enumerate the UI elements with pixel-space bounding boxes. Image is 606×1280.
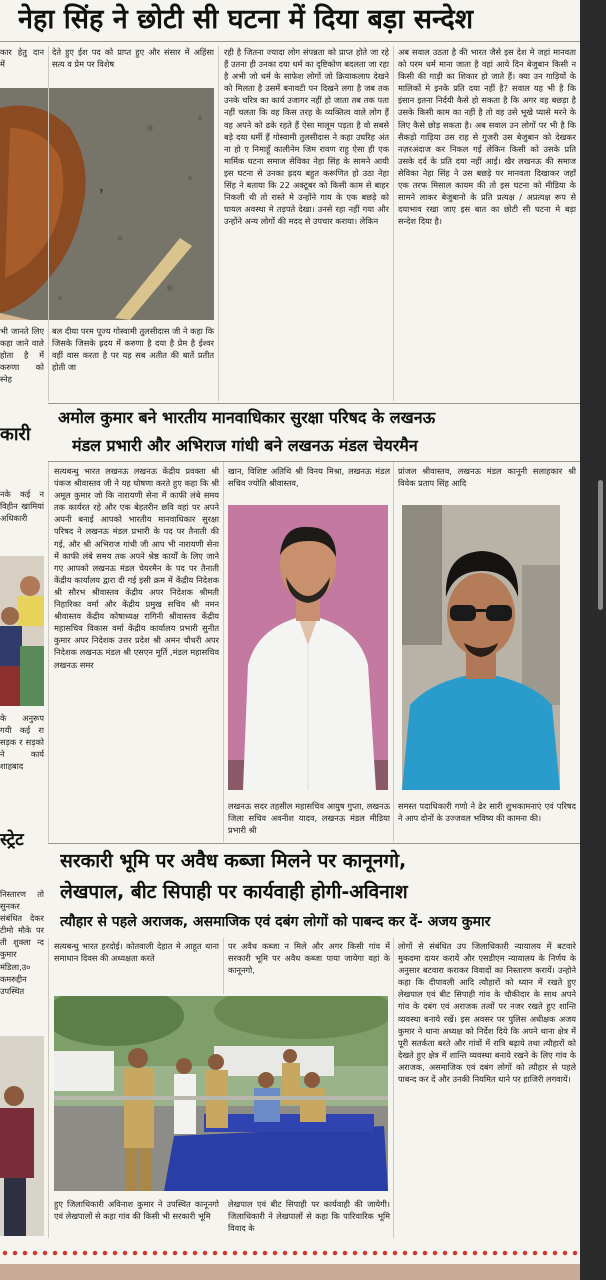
text-column-land-2-bottom: लेखपाल एवं बीट सिपाही पर कार्यवाही की जायेगी। जिलाधिकारी ने लेखपालों से कहा कि पारिवारिक भूमि विवाद के (228, 1199, 390, 1234)
man-in-white-shirt-photo (228, 505, 388, 790)
text-column-land-1-top: सत्यबन्धु भारत हरदोई। कोतवाली देहात मे आहूत थाना समाधान दिवस की अध्यक्षता करते (54, 941, 219, 964)
text-column-3: अब सवाल उठता है की भारत जैसे इस देश मे जहां मानवता को परम धर्म माना जाता है वहां आये दिन बेजुबान किसी न किसी की गाड़ी का शिकार हो जाते हैं। क्या उन गाड़ियों के मालिकों मे इनके प्रति दया नहीं है? सवाल यह भी है कि इंसान इतना निर्दयी कैसे हो सकता है कि अगर वह बछड़ा है उसके किसी काम का नहीं है तो वह उसे भूखे प्यासे मरने के लिए कैसे छोड़ सकता है। अब सवाल उन लोगों पर भी है कि सैकड़ो गाड़िया उस राह से गुजरी उस बेजुबान को देखकर नज़रअंदाज कर निकल गई लेकिन किसी को उसके प्रति उसके दर्द के प्रति दया नहीं आई। खैर लखनऊ की समाज सेविका नेहा सिंह ने उस बछड़े पर मानवता दिखाकर जहाँ एक तरफ मिसाल कायम की तो इस घटना को मीडिया के सामने लाकर बेजुबानो के प्रति प्रत्यक्ष / अप्रत्यक्ष रूप से दयाभाव रखा जाए इस बात का छोटी सी घटना मे बड़ा सन्देश दिया है। (398, 47, 576, 227)
left-fragment-heading: कारी (0, 424, 31, 445)
page-edge (0, 1264, 580, 1280)
headline-land-line2: लेखपाल, बीट सिपाही पर कार्यवाही होगी-अविनाश (60, 881, 408, 903)
column-rule (48, 462, 49, 842)
calf-photo (0, 88, 214, 320)
text-column-amol-3-top: प्रांजल श्रीवास्तव, लखनऊ मंडल कानूनी सलाहकार श्री विवेक प्रताप सिंह आदि (398, 466, 576, 489)
text-column-land-2-top: पर अवैध कब्जा न मिले और अगर किसी गांव में सरकारी भूमि पर अवैध कब्जा पाया जायेगा वहां के कानूनगो, (228, 941, 390, 976)
subheadline-land: त्यौहार से पहले अराजक, असमाजिक एवं दबंग लोगों को पाबन्द कर दें- अजय कुमार (60, 914, 491, 930)
text-column-left-fragment: कार हेतु दान में (0, 47, 44, 70)
man-in-white-shirt-image (228, 505, 388, 790)
man-with-sunglasses-photo (402, 505, 560, 790)
text-column-amol-2-bottom: लखनऊ सदर तहसील महासचिव आयुष गुप्ता, लखनऊ जिला सचिव अवनीश यादव, लखनऊ मंडल मीडिया प्रभारी श्री (228, 801, 390, 836)
divider (48, 461, 580, 462)
text-column-amol-3-bottom: समस्त पदाधिकारी गणो ने ढेर सारी शुभकामनाएं एवं परिषद ने आप दोनों के उज्जवल भविष्य की कामना की। (398, 801, 576, 824)
crowd-photo (0, 556, 44, 706)
text-column-2: रही है जितना ज्यादा लोग संपन्नता को प्राप्त होते जा रहे हैं उतना ही उनका दया धर्म का दृष्टिकोण बदलता जा रहा है अभी जो धर्म के साफेश लोगों जो क्रियाकलाप देखने को मिलता है उसमें बनावटी पन दिखने लगा है जब तक उनके चरित्र का कार्य उजागर नहीं हो जाता तब तक पता नहीं चलता कि वह किस तरह के व्यक्तित्व वाले लोग हैं वह अपने को ढके रहते हैं ऐसा मालूम पड़ता है वो सबसे बड़े दया धर्मी हैं गोस्वामी तुलसीदास ने कहा उघरिह अंत ना हो ए निमाहूँ कालीनेम जिम रावण राहु ऐसा ही एक मार्मिक घटना समाज सेविका नेहा सिंह के सामने आयी इस घटना से उनका ह्रदय बहुत करूणित हो उठा नेहा सिंह ने बताया कि 22 अक्टूबर को किसी काम से बाहर निकली थी तो रास्ते मे उन्होंने गाय के एक बछड़े को घायल अवस्था मे तड़पते देखा। उनसे रहा नहीं गया और उन्होंने अन्य लोगों की मदद से उपचार कराया। लेकिन (224, 47, 389, 227)
divider (48, 843, 580, 844)
text-column-1: देते हुए ईश पद को प्राप्त हुए और संसार में अहिंसा सत्य व प्रेम पर विशेष (52, 47, 214, 70)
scrollbar[interactable] (598, 480, 603, 610)
left-fragment-heading-2: स्ट्रेट (0, 830, 24, 850)
text-column-amol-1: सत्यबन्धु भारत लखनऊ लखनऊ केंद्रीय प्रवक्ता श्री पंकज श्रीवास्तव जी ने यह घोषणा करते हुए कहा कि श्री अमूल कुमार जो कि नारायणी सेना में काफी लंबे समय तक कार्यरत रहे और एक बेहतरीन छवि वहां पर अपने अपनी बनाई आपको भारतीय मानवाधिकार सुरक्षा परिषद ने लखनऊ मंडल प्रभारी के पद पर तैनाती की गई, और श्री अभिराज गांधी जी आप भी नारायणी सेना में काफी लंबे समय तक अपने श्रेष्ठ कार्यों के लिए जाने गए आपको लखनऊ मंडल चेयरमैन के पद पर तैनाती केंद्रीय कार्यालय द्वारा दी गई इसी क्रम में केंद्रीय निदेशक श्री सौरभ श्रीवास्तव केंद्रीय अपर निदेशक श्रीमती निहारिका वर्मा और केंद्रीय प्रमुख सचिव श्री नमन श्रीवास्तव केंद्रीय कोषाध्यक्ष रागिनी श्रीवास्तव केंद्रीय महासचिव विकास वर्मा केंद्रीय कार्यालय प्रभारी सुनीत कुमार अपर निदेशक उत्तर प्रदेश श्री अमन चौधरी अपर निदेशक लखनऊ मंडल श्री एसएन मूर्ति ,मंडल महासचिव लखनऊ समर (54, 466, 219, 670)
headline-land-line1: सरकारी भूमि पर अवैध कब्जा मिलने पर कानूनगो, (60, 850, 407, 872)
text-column-amol-2-top: खान, विशिष्ट अतिथि श्री विनय मिश्रा, लखनऊ मंडल सचिव ज्योति श्रीवास्तव, (228, 466, 390, 489)
man-with-sunglasses-image (402, 505, 560, 790)
text-column-left-fragment-3: नके कई न विहीन खामियां अधिकारी (0, 489, 44, 524)
police-meeting-image (54, 996, 388, 1191)
text-column-left-fragment-2: भी जानते लिए कहा जाने वाले होता है में करुणा को स्नेह (0, 326, 44, 385)
text-column-left-fragment-5: निस्तारण तो सुनकर संबंधित देकर टीमो मौके पर ती शुक्ला न्द कुमार मंडिला,उ० कमरुद्दीन उपस्थित (0, 889, 44, 996)
man-photo-image (0, 1036, 44, 1236)
crowd-photo-image (0, 556, 44, 706)
man-photo (0, 1036, 44, 1236)
divider (0, 41, 580, 42)
column-rule (393, 938, 394, 1238)
police-meeting-photo (54, 996, 388, 1191)
text-column-1-bottom: बल दीया परम पूज्य गोस्वामी तुलसीदास जी ने कहा कि जिसके जिसके ह्रदय में करुणा है दया है प्रेम है ईश्वर वहीं वास करता है पर यह सब अतीत की बातें प्रतीत होती जा (52, 326, 214, 373)
headline-neha-singh: नेहा सिंह ने छोटी सी घटना में दिया बड़ा सन्देश (18, 4, 474, 35)
headline-amol-kumar-line2: मंडल प्रभारी और अभिराज गांधी बने लखनऊ मंडल चेयरमैन (72, 436, 418, 455)
column-rule (223, 938, 224, 994)
calf-photo-image (0, 88, 214, 320)
column-rule (393, 46, 394, 401)
text-column-land-1-bottom: हुए जिलाधिकारी अविनाश कुमार ने उपस्थित कानूनगो एवं लेखपालों से कहा गांव की किसी भी सरकारी भूमि (54, 1199, 219, 1222)
text-column-land-3: लोगों से संबंधित उप जिलाधिकारी न्यायालय में बटवारे मुकदमा दायर करायें और एसडीएम न्यायालय के निर्णय के अनुसार बटवारा कराकर विवादों का निस्तारण करायें। उन्होने कहा कि दीपावली आदि त्यौहारों को ध्यान में रखते हुए लेखपाल एवं बीट सिपाही गांव के चौकीदार के साथ अपने गांव के दबंग एवं अराजक तत्वों पर नजर रखते हुए शान्ति व्यवस्था बनाये रखें। इस अवसर पर पुलिस अधीक्षक अजय कुमार ने थाना अध्यक्ष को निर्देश दिये कि अपने थाना क्षेत्र में पूरी सतर्कता बरते और गांवों में रात्रि बढ़ाये तथा त्यौहारों को देखते हुए क्षेत्र में शान्ति व्यवस्था बनाये रखने के लिए गांव के अराजक, असमाजिक एवं दबंग लोगों को त्यौहार से पहले पाबन्द कर दें और उनकी नियमित थाने पर हाजिरी लगवायें। (398, 941, 576, 1085)
column-rule (48, 46, 49, 401)
column-rule (218, 46, 219, 401)
headline-amol-kumar-line1: अमोल कुमार बने भारतीय मानवाधिकार सुरक्षा परिषद के लखनऊ (58, 408, 436, 427)
column-rule (48, 938, 49, 1238)
column-rule (223, 462, 224, 842)
column-rule (393, 462, 394, 842)
decorative-dot-border (0, 1248, 580, 1258)
text-column-left-fragment-4: के अनुरूप गयी कई रा सड़क र सड़को ने कार्य शाहबाद (0, 713, 44, 772)
